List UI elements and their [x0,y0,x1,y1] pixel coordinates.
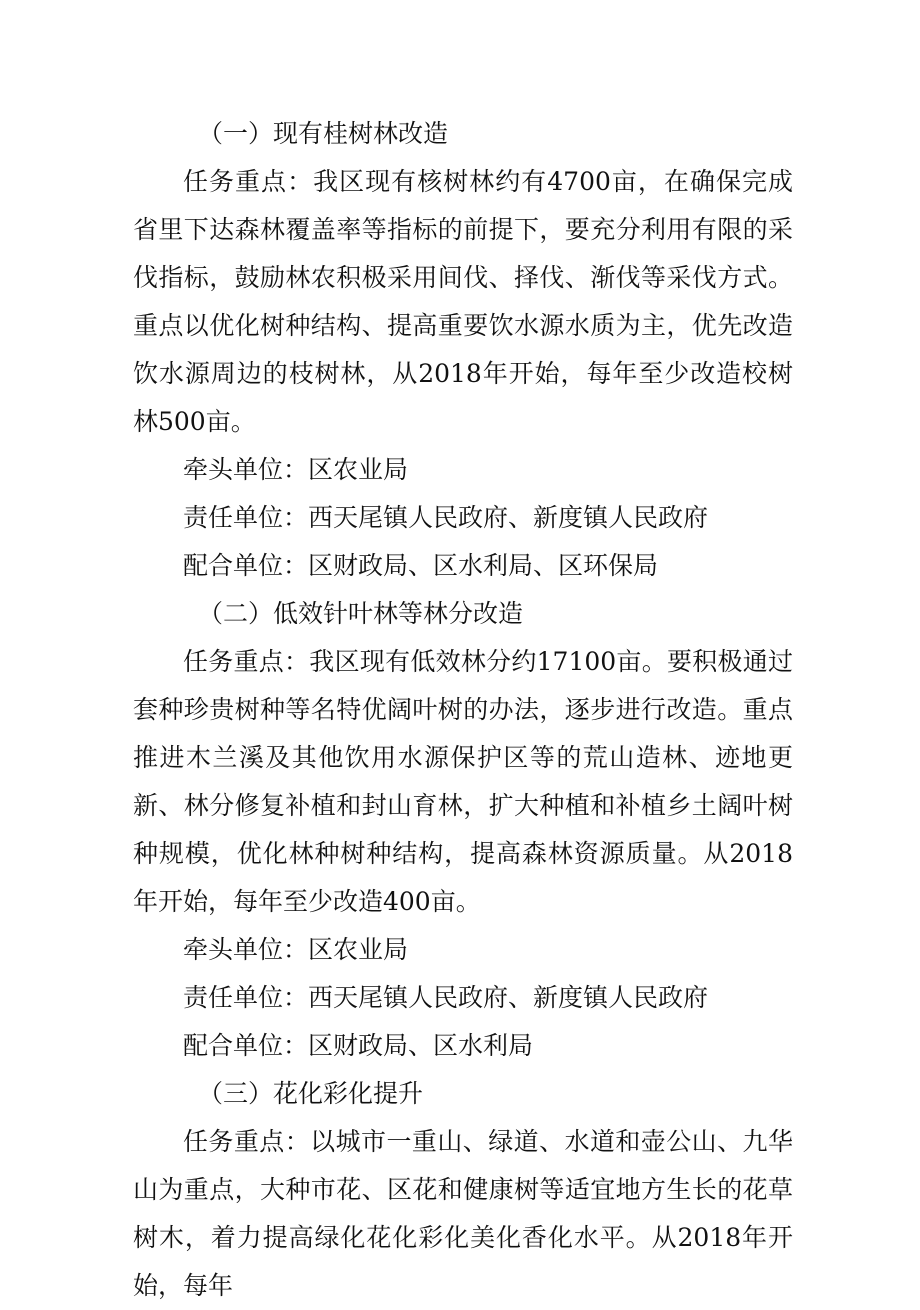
section-1-lead-unit: 牵头单位：区农业局 [183,455,409,484]
section-2-task: 任务重点：我区现有低效林分约17100亩。要积极通过套种珍贵树种等名特优阔叶树的办法，逐步进行改造。重点推进木兰溪及其他饮用水源保护区等的荒山造林、迹地更新、林分修复补植和封山育林，扩大种植和补植乡土阔叶树种规模，优化林种树种结构，提高森林资源质量。从2018年开始，每年至少改造400亩。 [133,647,793,916]
section-2-heading: （二）低效针叶林等林分改造 [198,599,524,628]
section-1-task: 任务重点：我区现有核树林约有4700亩，在确保完成省里下达森林覆盖率等指标的前提下，要充分利用有限的采伐指标，鼓励林农积极采用间伐、择伐、渐伐等采伐方式。重点以优化树种结构、提高重要饮水源水质为主，优先改造饮水源周边的枝树林，从2018年开始，每年至少改造校树林500亩。 [133,167,793,436]
section-3-heading: （三）花化彩化提升 [198,1079,424,1108]
section-1-responsible-unit: 责任单位：西天尾镇人民政府、新度镇人民政府 [183,503,709,532]
section-1-cooperate-unit: 配合单位：区财政局、区水利局、区环保局 [183,551,659,580]
section-3-task: 任务重点：以城市一重山、绿道、水道和壶公山、九华山为重点，大种市花、区花和健康树等适宜地方生长的花草树木，着力提高绿化花化彩化美化香化水平。从2018年开始，每年 [133,1127,793,1300]
section-2-cooperate-unit: 配合单位：区财政局、区水利局 [183,1031,534,1060]
section-2-responsible-unit: 责任单位：西天尾镇人民政府、新度镇人民政府 [183,983,709,1012]
section-1-heading: （一）现有桂树林改造 [198,119,449,148]
section-2-lead-unit: 牵头单位：区农业局 [183,935,409,964]
document-body [133,110,793,1310]
